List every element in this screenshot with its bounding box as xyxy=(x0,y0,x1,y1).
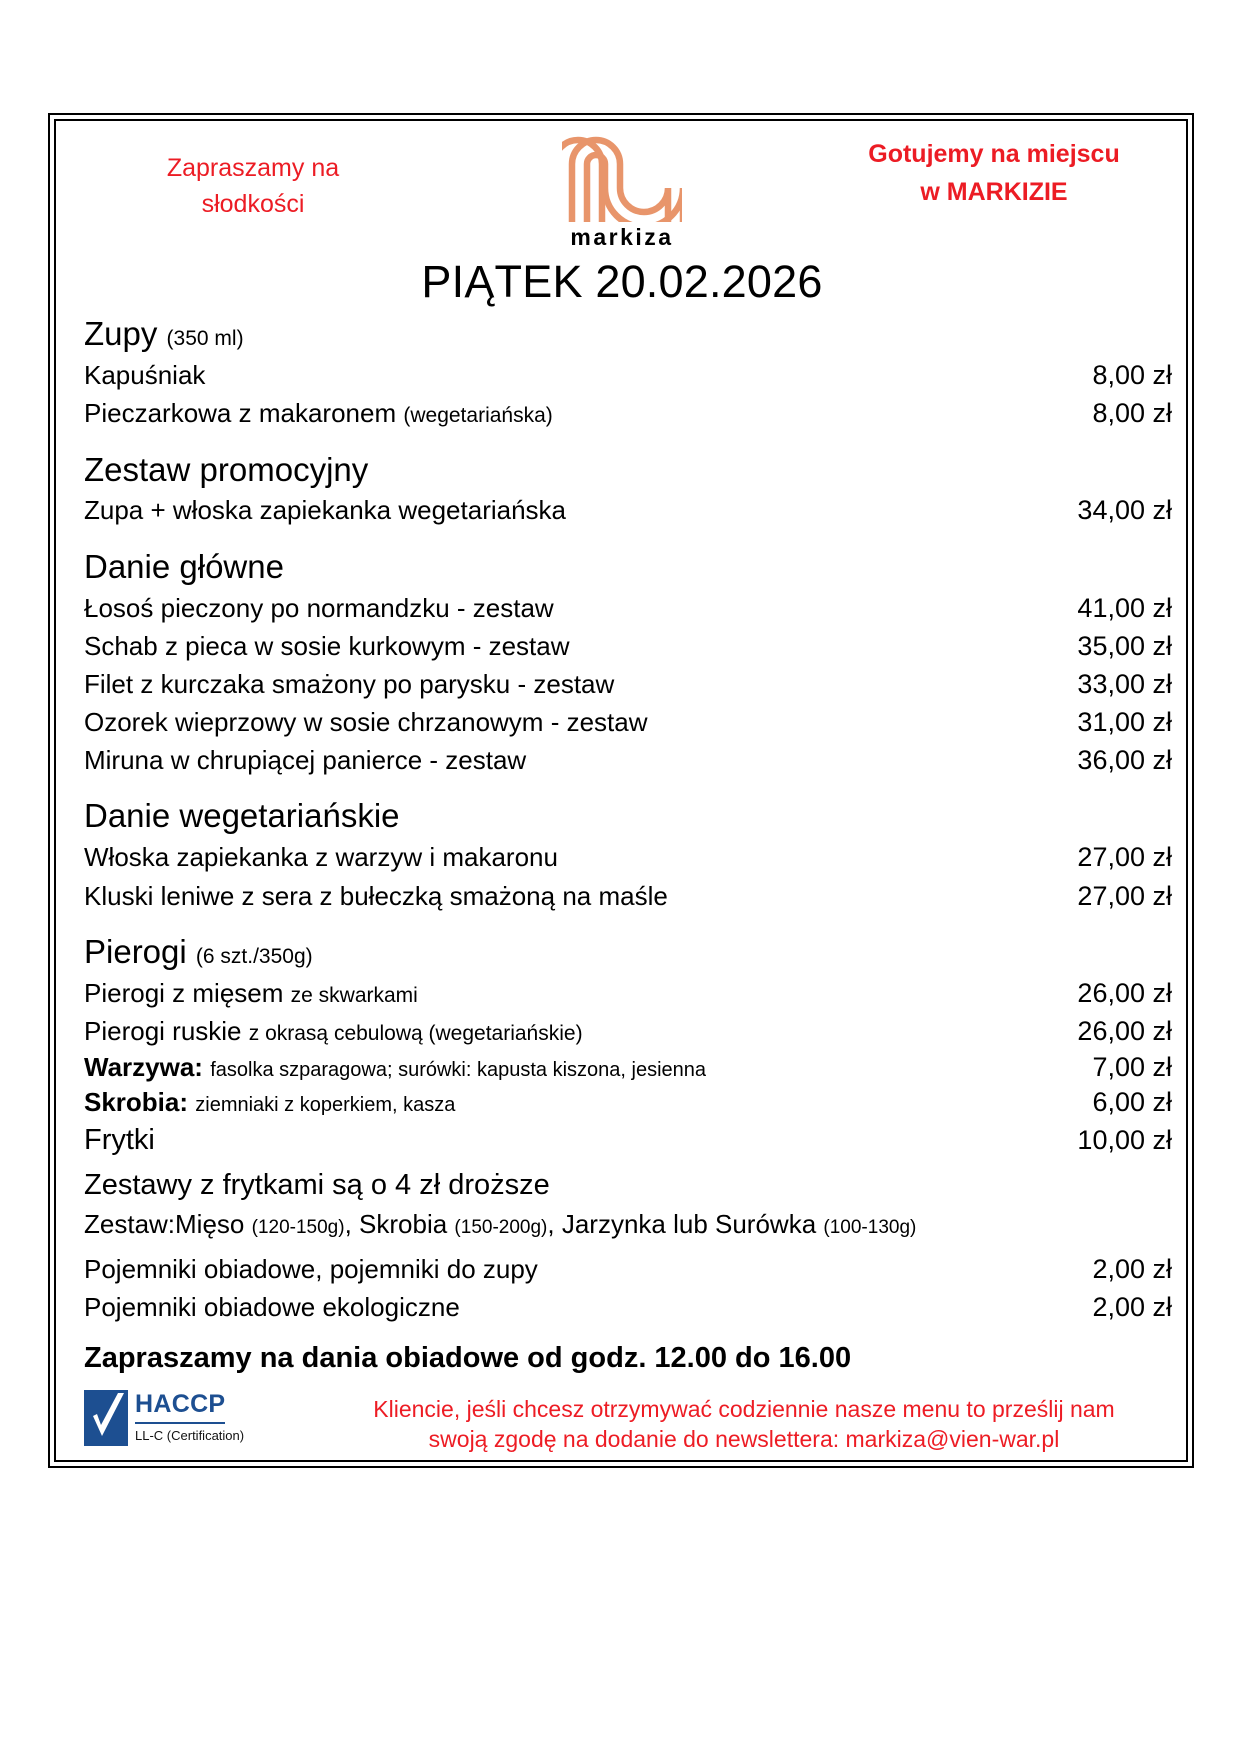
item-price: 10,00 zł xyxy=(1077,1124,1172,1155)
promo-left xyxy=(128,150,378,223)
item-name: Kluski leniwe z sera z bułeczką smażoną na maśle xyxy=(84,880,668,911)
item-name-sub: z okrasą cebulową (wegetariańskie) xyxy=(248,1021,583,1045)
item-name-main: Pierogi ruskie xyxy=(84,1015,242,1046)
menu-item-row xyxy=(84,394,1174,432)
section-heading-pierogi xyxy=(84,933,1174,972)
newsletter-note xyxy=(320,1394,1168,1455)
menu-item-row xyxy=(84,838,1174,876)
set-composition-note xyxy=(84,1208,1174,1242)
compose-gram-2: (150-200g) xyxy=(454,1216,548,1238)
haccp-text xyxy=(135,1390,244,1442)
markiza-m-logo-icon xyxy=(562,130,682,222)
item-price: 33,00 zł xyxy=(1077,668,1172,699)
item-price: 7,00 zł xyxy=(1092,1052,1172,1082)
compose-part-3: , Jarzynka lub Surówka xyxy=(547,1208,817,1239)
page-title: PIĄTEK 20.02.2026 xyxy=(421,256,823,307)
item-name: Frytki xyxy=(84,1123,155,1156)
menu-item-row xyxy=(84,491,1174,529)
item-name: Pojemniki obiadowe ekologiczne xyxy=(84,1291,460,1322)
item-price: 35,00 zł xyxy=(1077,630,1172,661)
compose-gram-1: (120-150g) xyxy=(251,1216,345,1238)
item-name-lead: Skrobia: xyxy=(84,1086,189,1117)
menu-item-row xyxy=(84,703,1174,741)
menu-item-row xyxy=(84,627,1174,665)
haccp-title: HACCP xyxy=(135,1392,225,1424)
item-name-main: Pieczarkowa z makaronem xyxy=(84,398,397,429)
item-name xyxy=(84,1087,455,1119)
item-name: Schab z pieca w sosie kurkowym - zestaw xyxy=(84,630,570,661)
item-name: Kapuśniak xyxy=(84,360,206,391)
promo-right-line1: Gotujemy na miejscu xyxy=(868,140,1120,168)
item-name xyxy=(84,1052,706,1084)
menu-item-row xyxy=(84,665,1174,703)
item-name: Zupa + włoska zapiekanka wegetariańska xyxy=(84,495,567,526)
section-heading-pierogi-label: Pierogi xyxy=(84,932,187,970)
menu-footer xyxy=(70,1386,1174,1472)
menu-content xyxy=(70,128,1174,1453)
item-name: Ozorek wieprzowy w sosie chrzanowym - zestaw xyxy=(84,707,648,738)
newsletter-line2: swoją zgodę na dodanie do newslettera: markiza@vien-war.pl xyxy=(428,1426,1060,1453)
section-heading-pierogi-qty: (6 szt./350g) xyxy=(195,944,313,968)
menu-item-row xyxy=(84,741,1174,779)
menu-item-row xyxy=(84,589,1174,627)
brand-logo xyxy=(537,130,707,251)
item-name xyxy=(84,1014,583,1049)
item-name-sub: fasolka szparagowa; surówki: kapusta kiszona, jesienna xyxy=(210,1059,707,1081)
menu-item-row xyxy=(84,1288,1174,1326)
haccp-subtitle: LL-C (Certification) xyxy=(135,1427,245,1443)
menu-item-row-warzywa xyxy=(84,1050,1174,1085)
item-price: 26,00 zł xyxy=(1077,977,1172,1008)
item-price: 6,00 zł xyxy=(1092,1086,1172,1117)
promo-right-line2: w MARKIZIE xyxy=(920,177,1068,206)
item-price: 2,00 zł xyxy=(1092,1291,1172,1322)
item-name-sub: ziemniaki z koperkiem, kasza xyxy=(195,1093,456,1116)
item-price: 2,00 zł xyxy=(1092,1253,1172,1284)
promo-left-line1: Zapraszamy na xyxy=(166,154,340,182)
item-name-main: Pierogi z mięsem xyxy=(84,977,284,1008)
section-heading-zupy xyxy=(84,315,1174,354)
item-name: Włoska zapiekanka z warzyw i makaronu xyxy=(84,842,558,873)
section-heading-zupy-label: Zupy xyxy=(84,315,158,353)
haccp-logo xyxy=(84,1390,244,1446)
item-name-sub: (wegetariańska) xyxy=(403,404,553,428)
item-name: Pojemniki obiadowe, pojemniki do zupy xyxy=(84,1253,538,1284)
section-heading-zupy-qty: (350 ml) xyxy=(166,327,244,351)
item-price: 41,00 zł xyxy=(1077,592,1172,623)
brand-name: markiza xyxy=(570,224,674,250)
item-name-sub: ze skwarkami xyxy=(290,983,418,1007)
item-price: 8,00 zł xyxy=(1092,360,1172,391)
opening-hours-note: Zapraszamy na dania obiadowe od godz. 12.00 do 16.00 xyxy=(84,1342,852,1375)
item-name: Miruna w chrupiącej panierce - zestaw xyxy=(84,745,527,776)
menu-item-row xyxy=(84,1012,1174,1050)
item-name: Filet z kurczaka smażony po parysku - zestaw xyxy=(84,668,615,699)
menu-item-row xyxy=(84,974,1174,1012)
newsletter-line1: Kliencie, jeśli chcesz otrzymywać codziennie nasze menu to prześlij nam xyxy=(373,1395,1115,1422)
item-price: 27,00 zł xyxy=(1077,842,1172,873)
item-name xyxy=(84,396,553,431)
promo-right xyxy=(844,136,1144,211)
promo-left-line2: słodkości xyxy=(201,190,305,219)
section-heading-danie-wegetarianskie: Danie wegetariańskie xyxy=(84,797,400,835)
frytki-surcharge-note: Zestawy z frytkami są o 4 zł droższe xyxy=(84,1168,550,1201)
menu-item-row-skrobia xyxy=(84,1085,1174,1120)
menu-item-row xyxy=(84,877,1174,915)
item-price: 31,00 zł xyxy=(1077,707,1172,738)
compose-part-1: Zestaw:Mięso xyxy=(84,1208,245,1239)
item-price: 36,00 zł xyxy=(1077,745,1172,776)
compose-part-2: , Skrobia xyxy=(344,1208,448,1239)
menu-item-row xyxy=(84,1250,1174,1288)
item-price: 34,00 zł xyxy=(1077,495,1172,526)
haccp-checkmark-icon xyxy=(84,1390,128,1446)
menu-header xyxy=(70,128,1174,258)
menu-item-row xyxy=(84,356,1174,394)
item-name: Łosoś pieczony po normandzku - zestaw xyxy=(84,592,554,623)
item-name xyxy=(84,976,418,1011)
menu-item-row-frytki xyxy=(84,1120,1174,1161)
item-name-lead: Warzywa: xyxy=(84,1052,203,1082)
section-heading-danie-glowne: Danie główne xyxy=(84,547,284,585)
item-price: 8,00 zł xyxy=(1092,398,1172,429)
section-heading-zestaw-promocyjny: Zestaw promocyjny xyxy=(84,450,369,488)
compose-gram-3: (100-130g) xyxy=(823,1216,917,1238)
item-price: 26,00 zł xyxy=(1077,1015,1172,1046)
item-price: 27,00 zł xyxy=(1077,880,1172,911)
